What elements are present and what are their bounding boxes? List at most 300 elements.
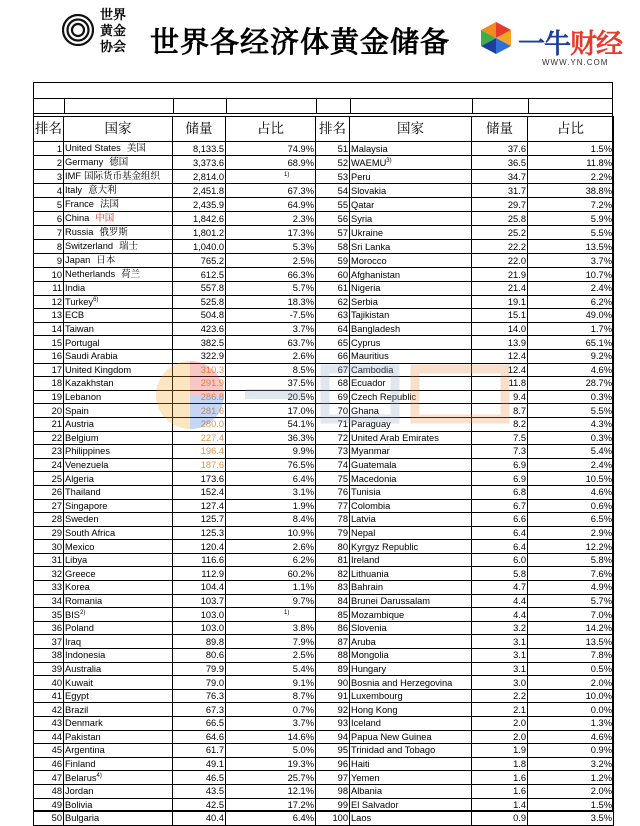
reserve-cell: 152.4 <box>173 485 226 499</box>
rank-cell: 61 <box>316 282 350 296</box>
reserve-cell: 1.9 <box>472 744 528 758</box>
country-cell <box>350 608 472 622</box>
table-row <box>34 254 614 268</box>
country-name: Switzerland <box>65 241 114 251</box>
country-name: Hong Kong <box>351 704 398 715</box>
table-row <box>34 757 614 771</box>
wgc-logo-icon <box>62 14 94 46</box>
share-cell: 36.3% <box>226 431 316 445</box>
rank-cell: 14 <box>34 322 64 336</box>
reserve-cell: 19.1 <box>472 295 528 309</box>
reserve-cell: 103.0 <box>173 608 226 622</box>
country-cell <box>350 540 472 554</box>
reserve-cell: 21.4 <box>472 282 528 296</box>
share-cell: 5.5% <box>528 226 614 240</box>
share-cell: 5.7% <box>226 282 316 296</box>
reserve-cell: 79.9 <box>173 662 226 676</box>
share-cell: 74.9% <box>226 142 316 156</box>
reserve-cell: 7.5 <box>472 431 528 445</box>
reserve-cell: 8,133.5 <box>173 142 226 156</box>
country-name: Greece <box>65 568 96 579</box>
country-name: Paraguay <box>351 419 391 430</box>
footnote-marker: 4) <box>96 772 102 779</box>
country-name-chinese: 意大利 <box>88 185 117 196</box>
country-cell <box>64 485 173 499</box>
rank-cell: 60 <box>316 268 350 282</box>
table-row <box>34 445 614 459</box>
reserve-cell: 2.0 <box>472 730 528 744</box>
empty-cell-divider <box>226 98 227 113</box>
table-row <box>34 363 614 377</box>
country-name: Brazil <box>65 704 89 715</box>
country-cell <box>64 730 173 744</box>
country-name: Lebanon <box>65 392 102 403</box>
reserve-cell: 12.4 <box>472 363 528 377</box>
country-cell <box>350 170 472 184</box>
country-cell <box>350 526 472 540</box>
country-cell <box>64 309 173 323</box>
rank-cell: 73 <box>316 445 350 459</box>
rank-cell: 78 <box>316 513 350 527</box>
table-row <box>34 485 614 499</box>
share-cell: 10.5% <box>528 472 614 486</box>
reserve-cell: 0.9 <box>472 812 528 826</box>
reserve-cell: 40.4 <box>173 812 226 826</box>
share-cell <box>226 608 316 622</box>
country-name: Jordan <box>65 786 94 797</box>
rank-cell: 72 <box>316 431 350 445</box>
share-cell: 2.5% <box>226 649 316 663</box>
share-cell: 65.1% <box>528 336 614 350</box>
reserve-cell: 11.8 <box>472 377 528 391</box>
country-name-chinese: 中国 <box>95 213 115 224</box>
rank-cell: 49 <box>34 798 64 812</box>
yn-brand-name-b: 财经 <box>570 29 622 60</box>
share-cell: 19.3% <box>226 757 316 771</box>
table-row <box>34 771 614 785</box>
rank-cell: 13 <box>34 309 64 323</box>
share-cell: 6.5% <box>528 513 614 527</box>
reserve-cell: 382.5 <box>173 336 226 350</box>
share-cell: 6.4% <box>226 812 316 826</box>
country-cell <box>64 513 173 527</box>
share-cell: 9.9% <box>226 445 316 459</box>
table-row <box>34 594 614 608</box>
country-name-chinese: 俄罗斯 <box>99 227 128 238</box>
reserve-cell: 6.4 <box>472 526 528 540</box>
country-cell <box>350 757 472 771</box>
reserve-cell: 42.5 <box>173 798 226 812</box>
table-row <box>34 322 614 336</box>
share-cell: 17.3% <box>226 226 316 240</box>
reserve-cell: 196.4 <box>173 445 226 459</box>
rank-cell: 33 <box>34 581 64 595</box>
rank-cell: 39 <box>34 662 64 676</box>
share-cell: 2.0% <box>528 784 614 798</box>
country-cell <box>64 156 173 170</box>
country-cell <box>64 635 173 649</box>
country-cell <box>350 184 472 198</box>
country-cell <box>350 567 472 581</box>
reserve-cell: 6.6 <box>472 513 528 527</box>
table-row <box>34 798 614 812</box>
reserve-cell: 103.7 <box>173 594 226 608</box>
footnote-marker: 2) <box>80 609 86 616</box>
reserve-cell: 34.7 <box>472 170 528 184</box>
share-cell: 37.5% <box>226 377 316 391</box>
table-row <box>34 226 614 240</box>
reserve-cell: 22.2 <box>472 240 528 254</box>
empty-row-top <box>34 83 612 99</box>
rank-cell: 76 <box>316 485 350 499</box>
reserve-cell: 310.3 <box>173 363 226 377</box>
reserve-cell: 49.1 <box>173 757 226 771</box>
country-cell <box>64 349 173 363</box>
reserve-cell: 6.4 <box>472 540 528 554</box>
share-cell: 66.3% <box>226 268 316 282</box>
rank-cell: 77 <box>316 499 350 513</box>
rank-cell: 43 <box>34 717 64 731</box>
country-name-chinese: 荷兰 <box>121 269 141 280</box>
table-row <box>34 676 614 690</box>
country-name: Russia <box>65 227 94 237</box>
country-name: ECB <box>65 310 85 321</box>
country-name: Italy <box>65 185 83 195</box>
share-cell: 2.6% <box>226 540 316 554</box>
country-cell <box>350 744 472 758</box>
country-name: Portugal <box>65 337 100 348</box>
country-name: Papua New Guinea <box>351 731 432 742</box>
reserve-cell: 2.0 <box>472 717 528 731</box>
empty-cell-divider <box>472 98 473 113</box>
country-cell <box>64 771 173 785</box>
rank-cell: 29 <box>34 526 64 540</box>
share-cell: 18.3% <box>226 295 316 309</box>
share-cell: 2.6% <box>226 349 316 363</box>
country-cell <box>64 621 173 635</box>
share-cell: 3.1% <box>226 485 316 499</box>
country-name: Belgium <box>65 432 99 443</box>
country-cell <box>350 142 472 156</box>
reserve-cell: 2,451.8 <box>173 184 226 198</box>
share-cell: 3.7% <box>226 717 316 731</box>
rank-cell: 17 <box>34 363 64 377</box>
reserve-cell: 8.7 <box>472 404 528 418</box>
rank-cell: 40 <box>34 676 64 690</box>
country-cell <box>350 282 472 296</box>
rank-cell: 21 <box>34 417 64 431</box>
table-row <box>34 142 614 156</box>
country-cell <box>350 499 472 513</box>
country-cell <box>64 142 173 156</box>
share-cell: 4.6% <box>528 363 614 377</box>
reserve-cell: 6.0 <box>472 553 528 567</box>
share-cell: 2.9% <box>528 526 614 540</box>
rank-cell: 95 <box>316 744 350 758</box>
empty-cell-divider <box>350 98 351 113</box>
country-name: Ireland <box>351 555 380 566</box>
table-row <box>34 390 614 404</box>
share-cell: 54.1% <box>226 417 316 431</box>
country-name: Ghana <box>351 405 379 416</box>
rank-cell: 42 <box>34 703 64 717</box>
reserve-cell: 3.1 <box>472 662 528 676</box>
rank-cell: 97 <box>316 771 350 785</box>
share-cell: 0.0% <box>528 703 614 717</box>
country-cell <box>64 363 173 377</box>
reserve-cell: 187.6 <box>173 458 226 472</box>
country-cell <box>64 812 173 826</box>
reserve-cell: 2,814.0 <box>173 170 226 184</box>
country-cell <box>64 390 173 404</box>
country-name-chinese: 瑞士 <box>119 241 139 252</box>
share-cell: 4.6% <box>528 485 614 499</box>
reserve-cell: 227.4 <box>173 431 226 445</box>
country-cell <box>350 156 472 170</box>
reserve-cell: 423.6 <box>173 322 226 336</box>
table-row <box>34 377 614 391</box>
reserve-cell: 64.6 <box>173 730 226 744</box>
reserve-cell: 5.8 <box>472 567 528 581</box>
country-cell <box>64 282 173 296</box>
rank-cell: 46 <box>34 757 64 771</box>
share-cell: 12.2% <box>528 540 614 554</box>
country-name-chinese: 法国 <box>99 199 119 210</box>
reserve-cell: 4.4 <box>472 608 528 622</box>
country-name: Qatar <box>351 199 375 210</box>
country-cell <box>64 268 173 282</box>
country-name: United States <box>65 143 121 153</box>
rank-cell: 65 <box>316 336 350 350</box>
country-cell <box>350 417 472 431</box>
reserve-cell: 4.4 <box>472 594 528 608</box>
rank-cell: 75 <box>316 472 350 486</box>
share-cell: 10.9% <box>226 526 316 540</box>
reserve-cell: 104.4 <box>173 581 226 595</box>
country-name: Slovakia <box>351 185 387 196</box>
reserve-cell: 37.6 <box>472 142 528 156</box>
country-cell <box>350 198 472 212</box>
table-row <box>34 458 614 472</box>
share-cell: 0.7% <box>226 703 316 717</box>
country-name: Peru <box>351 171 371 182</box>
country-cell <box>64 184 173 198</box>
rank-cell: 74 <box>316 458 350 472</box>
share-cell: 3.7% <box>528 254 614 268</box>
header-country-right: 国家 <box>350 117 472 142</box>
reserve-cell: 80.6 <box>173 649 226 663</box>
share-cell: 0.5% <box>528 662 614 676</box>
share-cell: 9.7% <box>226 594 316 608</box>
reserve-cell: 36.5 <box>472 156 528 170</box>
rank-cell: 10 <box>34 268 64 282</box>
rank-cell: 52 <box>316 156 350 170</box>
country-name: China <box>65 213 90 223</box>
country-cell <box>350 812 472 826</box>
country-name: South Africa <box>65 527 116 538</box>
table-row <box>34 621 614 635</box>
country-name: Lithuania <box>351 568 389 579</box>
reserve-cell: 1,040.0 <box>173 240 226 254</box>
country-cell <box>350 649 472 663</box>
rank-cell: 4 <box>34 184 64 198</box>
org-name <box>100 8 140 56</box>
reserve-cell: 765.2 <box>173 254 226 268</box>
country-name: Aruba <box>351 636 376 647</box>
country-cell <box>64 240 173 254</box>
share-cell: 2.2% <box>528 170 614 184</box>
footnote-marker: 1) <box>284 609 290 616</box>
country-cell <box>350 445 472 459</box>
rank-cell: 99 <box>316 798 350 812</box>
country-cell <box>64 744 173 758</box>
country-cell <box>64 567 173 581</box>
country-cell <box>350 309 472 323</box>
country-name-chinese: 国际货币基金组织 <box>84 171 161 182</box>
share-cell: 6.4% <box>226 472 316 486</box>
rank-cell: 45 <box>34 744 64 758</box>
reserve-cell: 67.3 <box>173 703 226 717</box>
rank-cell: 70 <box>316 404 350 418</box>
table-row <box>34 499 614 513</box>
reserve-cell: 504.8 <box>173 309 226 323</box>
table-row <box>34 553 614 567</box>
rank-cell: 51 <box>316 142 350 156</box>
country-name: Malaysia <box>351 143 388 154</box>
rank-cell: 59 <box>316 254 350 268</box>
share-cell: 76.5% <box>226 458 316 472</box>
share-cell: 0.3% <box>528 431 614 445</box>
country-name: Cambodia <box>351 364 394 375</box>
share-cell: 0.6% <box>528 499 614 513</box>
share-cell: 7.0% <box>528 608 614 622</box>
share-cell: 4.9% <box>528 581 614 595</box>
country-cell <box>350 431 472 445</box>
reserve-cell: 125.3 <box>173 526 226 540</box>
country-cell <box>64 526 173 540</box>
reserve-cell: 120.4 <box>173 540 226 554</box>
country-cell <box>64 540 173 554</box>
country-name: IMF <box>65 171 82 181</box>
country-cell <box>350 730 472 744</box>
share-cell: 8.7% <box>226 689 316 703</box>
reserve-cell: 1,842.6 <box>173 212 226 226</box>
country-cell <box>350 676 472 690</box>
table-row <box>34 730 614 744</box>
reserve-cell: 6.9 <box>472 472 528 486</box>
rank-cell: 38 <box>34 649 64 663</box>
rank-cell: 22 <box>34 431 64 445</box>
empty-cell-divider <box>316 98 317 113</box>
country-name: Japan <box>65 255 91 265</box>
country-cell <box>350 513 472 527</box>
country-name: Pakistan <box>65 731 101 742</box>
country-name: Myanmar <box>351 446 390 457</box>
rank-cell: 7 <box>34 226 64 240</box>
country-name: Saudi Arabia <box>65 351 118 362</box>
reserve-cell: 6.9 <box>472 458 528 472</box>
country-name: Indonesia <box>65 650 106 661</box>
share-cell: 1.7% <box>528 322 614 336</box>
share-cell: 1.9% <box>226 499 316 513</box>
table-row <box>34 567 614 581</box>
table-row <box>34 649 614 663</box>
rank-cell: 67 <box>316 363 350 377</box>
country-cell <box>64 322 173 336</box>
yn-brand-name-a: 一牛 <box>518 29 570 60</box>
share-cell: 5.0% <box>226 744 316 758</box>
org-name-line3: 协会 <box>100 40 127 55</box>
country-name: Morocco <box>351 255 387 266</box>
country-name: Guatemala <box>351 460 397 471</box>
country-name: Haiti <box>351 759 370 770</box>
country-name: Trinidad and Tobago <box>351 745 436 756</box>
country-cell <box>64 689 173 703</box>
country-name: Bangladesh <box>351 324 401 335</box>
share-cell: 5.4% <box>226 662 316 676</box>
country-cell <box>64 594 173 608</box>
country-cell <box>64 717 173 731</box>
country-cell <box>350 226 472 240</box>
rank-cell: 20 <box>34 404 64 418</box>
reserve-cell: 15.1 <box>472 309 528 323</box>
country-name: Tajikistan <box>351 310 390 321</box>
country-name: El Salvador <box>351 799 399 810</box>
table-row <box>34 744 614 758</box>
country-name: Libya <box>65 555 88 566</box>
share-cell: 7.9% <box>226 635 316 649</box>
share-cell: 0.3% <box>528 390 614 404</box>
country-name: Afghanistan <box>351 269 401 280</box>
reserve-cell: 2,435.9 <box>173 198 226 212</box>
share-cell: -7.5% <box>226 309 316 323</box>
table-row <box>34 540 614 554</box>
share-cell <box>226 170 316 184</box>
share-cell: 17.0% <box>226 404 316 418</box>
share-cell: 7.2% <box>528 198 614 212</box>
table-row <box>34 282 614 296</box>
rank-cell: 85 <box>316 608 350 622</box>
footnote-marker: 1) <box>284 171 290 178</box>
country-name: Argentina <box>65 745 105 756</box>
table-row <box>34 581 614 595</box>
share-cell: 14.2% <box>528 621 614 635</box>
gold-reserves-table <box>33 116 614 826</box>
footnote-marker: 3) <box>386 157 392 164</box>
table-row <box>34 156 614 170</box>
share-cell: 3.8% <box>226 621 316 635</box>
rank-cell: 47 <box>34 771 64 785</box>
table-row <box>34 608 614 622</box>
reserve-cell: 557.8 <box>173 282 226 296</box>
share-cell: 11.8% <box>528 156 614 170</box>
country-name: Ukraine <box>351 227 384 238</box>
table-row <box>34 349 614 363</box>
reserve-cell: 3.1 <box>472 649 528 663</box>
country-name: Tunisia <box>351 487 381 498</box>
rank-cell: 63 <box>316 309 350 323</box>
country-cell <box>64 254 173 268</box>
country-cell <box>350 485 472 499</box>
rank-cell: 18 <box>34 377 64 391</box>
country-name: Kazakhstan <box>65 378 114 389</box>
country-name: Latvia <box>351 514 376 525</box>
country-cell <box>350 404 472 418</box>
reserve-cell: 127.4 <box>173 499 226 513</box>
country-name-chinese: 日本 <box>96 255 116 266</box>
country-cell <box>64 198 173 212</box>
reserve-cell: 1.8 <box>472 757 528 771</box>
